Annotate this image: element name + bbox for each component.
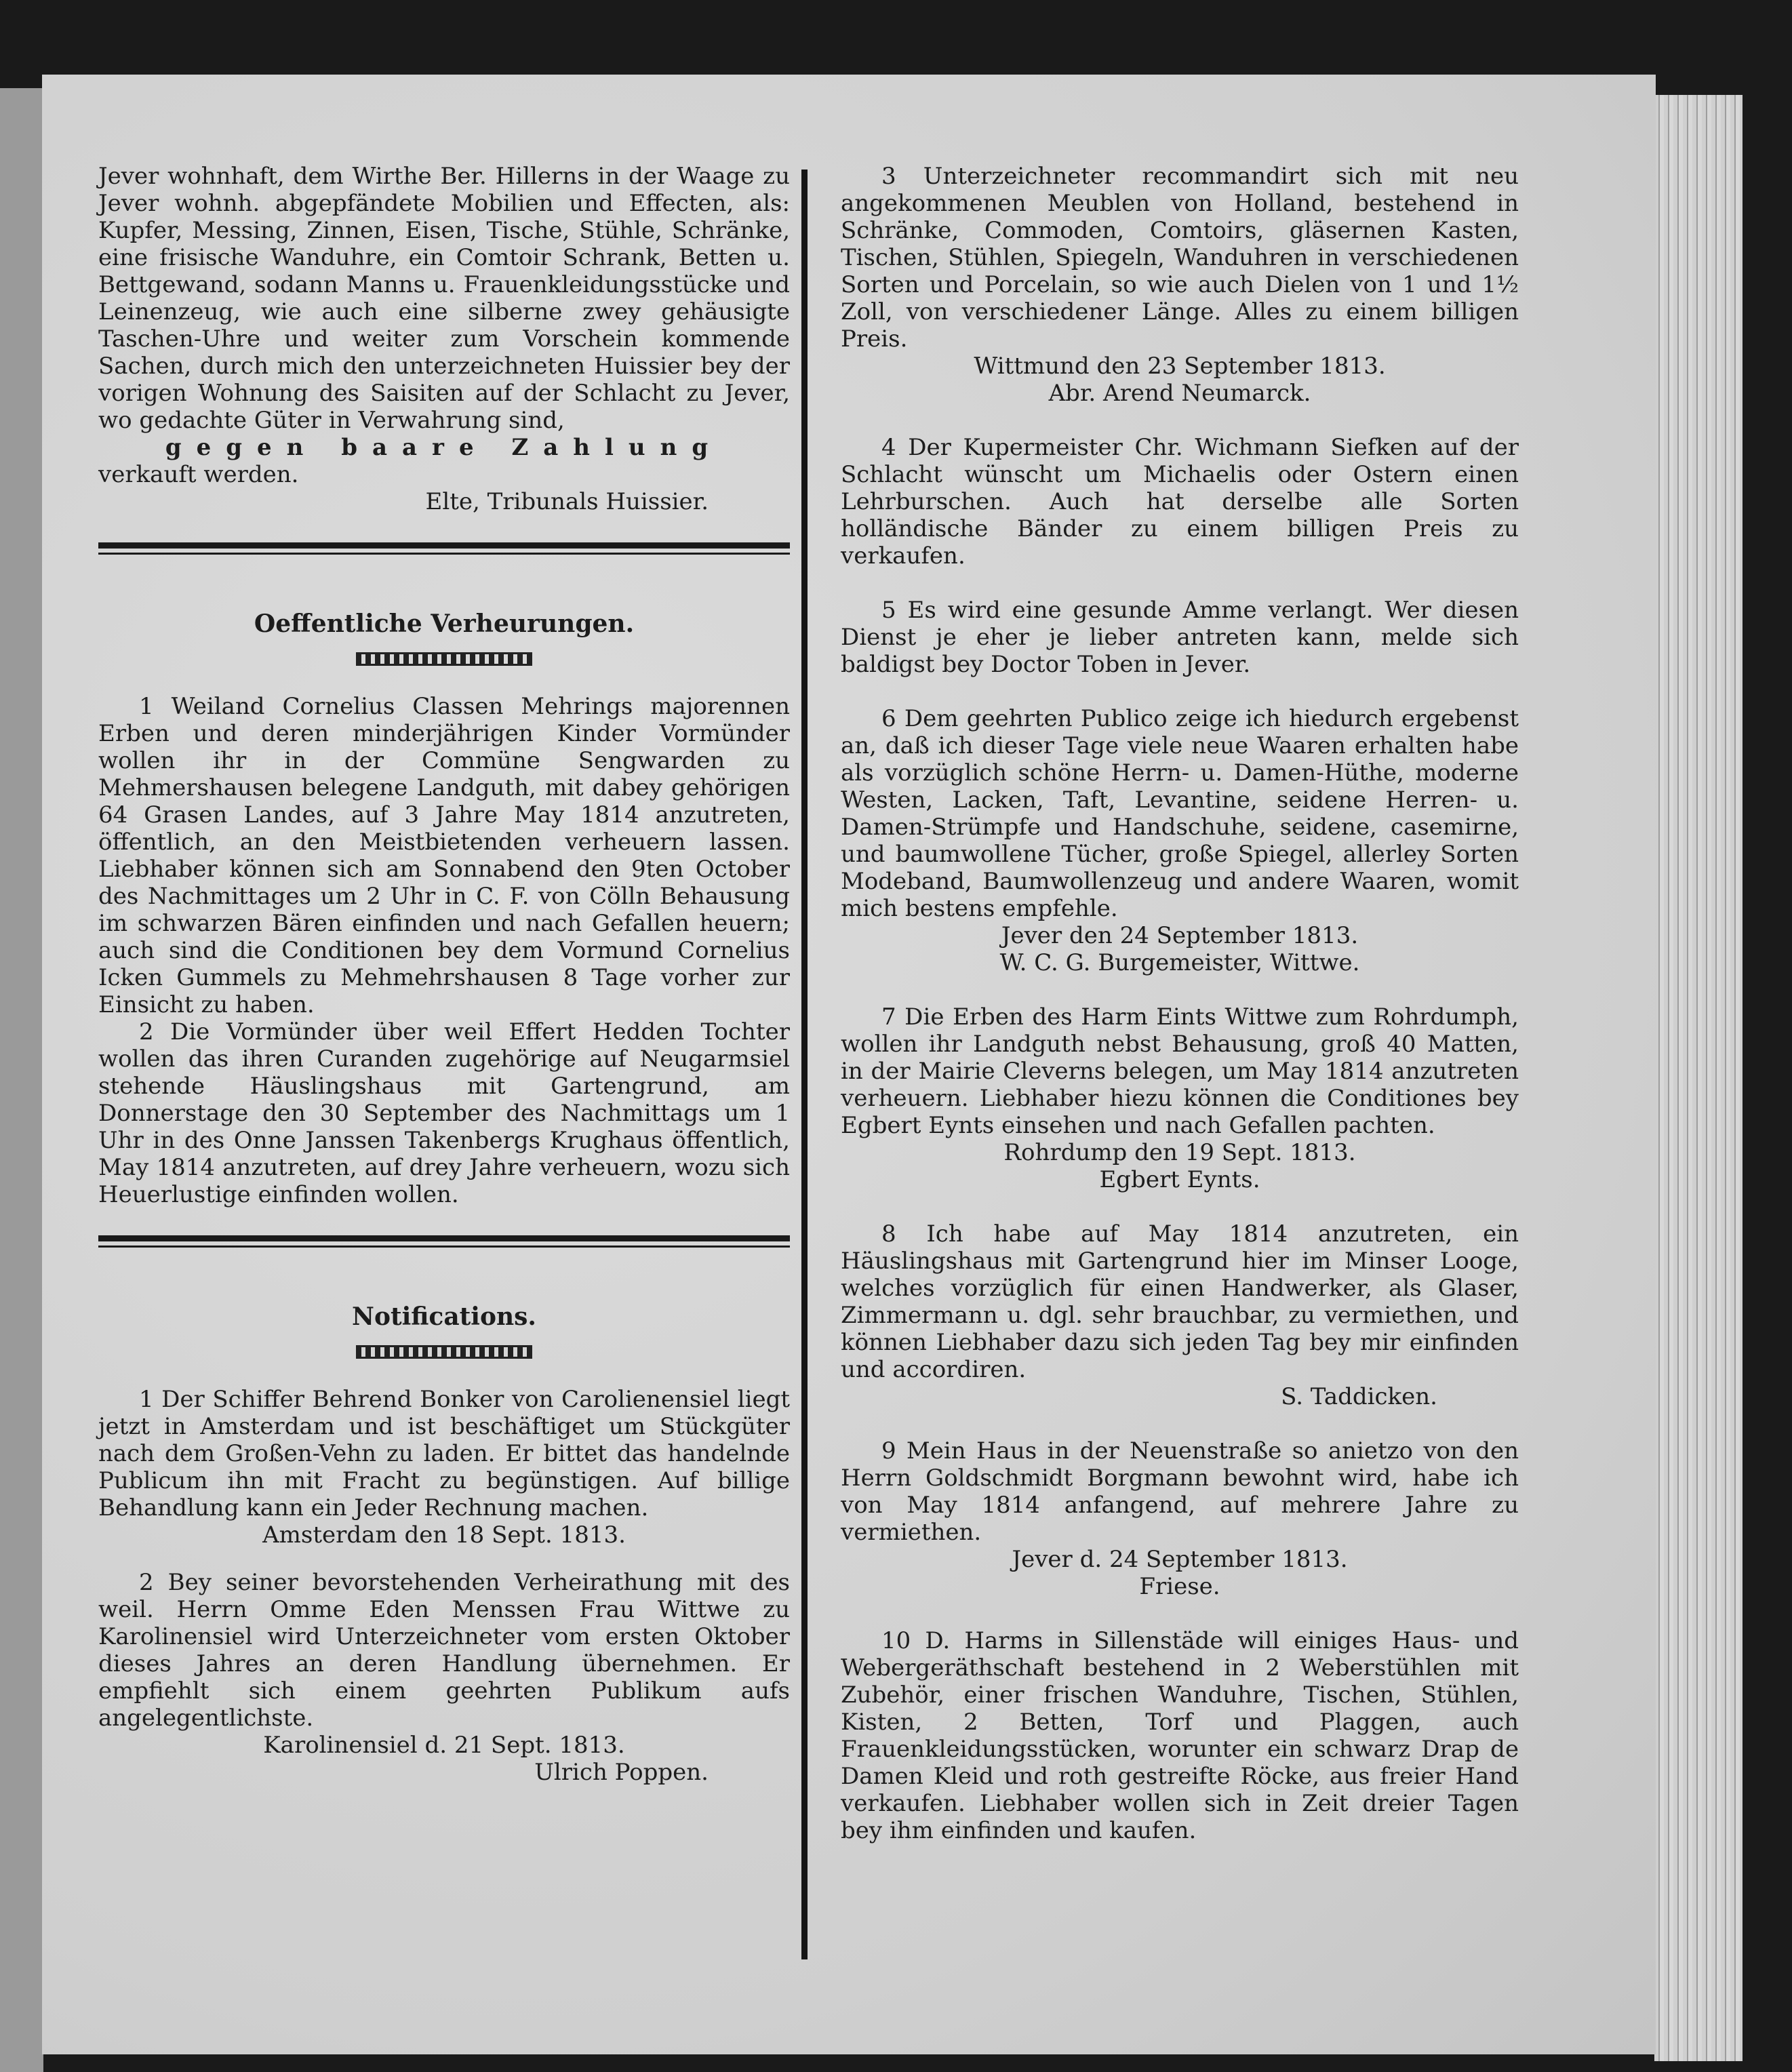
ad-text: 9 Mein Haus in der Neuenstraße so anietzo von den Herrn Goldschmidt Borgmann bewohnt wird, habe ich von May 1814 anfangend, auf mehrere Jahre zu vermiethen. [841,1437,1519,1546]
section-rule-thin [98,553,790,555]
right-column [841,163,1519,1871]
ad-place-date: Rohrdump den 19 Sept. 1813. [1003,1139,1356,1166]
intro-sold-line: verkauft werden. [98,461,299,488]
ad-signature: Egbert Eynts. [1099,1166,1260,1193]
column-divider [801,170,808,1959]
intro-signature: Elte, Tribunals Huissier. [425,488,709,515]
page-stack-edges [1654,95,1743,2061]
notification-1-place-date: Amsterdam den 18 Sept. 1813. [262,1521,626,1549]
ornament-divider [356,1345,532,1359]
ad-signature: Friese. [1139,1573,1220,1600]
notification-2-place-date: Karolinensiel d. 21 Sept. 1813. [263,1732,625,1759]
ad-place-date: Wittmund den 23 September 1813. [974,353,1386,380]
ad-4 [841,434,1519,570]
intro-text: Jever wohnhaft, dem Wirthe Ber. Hillerns in der Waage zu Jever wohnh. abgepfändete Mobilien und Effecten, als: Kupfer, Messing, Zinnen, Eisen, Tische, Stühle, Schränke, eine frisische Wanduhre, ein Comtoir Schrank, Betten u. Bettgewand, sodann Manns u. Frauenkleidungsstücke und Leinenzeug, wie auch eine silberne zwey gehäusigte Taschen-Uhre und weiter zum Vorschein kommende Sachen, durch mich den unterzeichneten Huissier bey der vorigen Wohnung des Saisiten auf der Schlacht zu Jever, wo gedachte Güter in Verwahrung sind, [98,163,790,434]
section-rule-thin [98,1246,790,1248]
ornament-divider [356,652,532,666]
section-rule [98,1235,790,1241]
ad-7 [841,1003,1519,1193]
ad-signature: W. C. G. Burgemeister, Wittwe. [999,949,1360,976]
notification-2: 2 Bey seiner bevorstehenden Verheirathung mit des weil. Herrn Omme Eden Menssen Frau Wittwe zu Karolinensiel wird Unterzeichneter vom ersten Oktober dieses Jahres an deren Handlung übernehmen. Er empfiehlt sich einem geehrten Publikum aufs angelegentlichste. [98,1569,790,1732]
section-title-rentals: Oeffentliche Verheurungen. [254,610,635,638]
ad-10 [841,1627,1519,1844]
ad-5 [841,597,1519,678]
ad-text: 6 Dem geehrten Publico zeige ich hiedurch ergebenst an, daß ich dieser Tage viele neue Waaren erhalten habe als vorzüglich schöne Herrn- u. Damen-Hüthe, moderne Westen, Lacken, Taft, Levantine, seidene Herren- u. Damen-Strümpfe und Handschuhe, seidene, casemirne, und baumwollene Tücher, große Spiegel, allerley Sorten Modeband, Baumwollenzeug und andere Waaren, womit mich bestens empfehle. [841,705,1519,922]
notification-1: 1 Der Schiffer Behrend Bonker von Carolienensiel liegt jetzt in Amsterdam und ist beschäftiget um Stückgüter nach dem Großen-Vehn zu laden. Er bittet das handelnde Publicum ihn mit Fracht zu begünstigen. Auf billige Behandlung kann ein Jeder Rechnung machen. [98,1386,790,1521]
page-left-edge [0,88,43,2072]
intro-payment-line: gegen baare Zahlung [165,434,723,461]
rental-ad-2: 2 Die Vormünder über weil Effert Hedden Tochter wollen das ihren Curanden zugehörige auf Neugarmsiel stehende Häuslingshaus mit Gartengrund, am Donnerstage den 30 September des Nachmittags um 1 Uhr in des Onne Janssen Takenbergs Krughaus öffentlich, May 1814 anzutreten, auf drey Jahre verheuern, wozu sich Heuerlustige einfinden wollen. [98,1018,790,1208]
ad-place-date: Jever d. 24 September 1813. [1012,1546,1348,1573]
section-title-notifications: Notifications. [352,1302,536,1331]
ad-signature: S. Taddicken. [1281,1383,1437,1410]
ad-text: 5 Es wird eine gesunde Amme verlangt. Wer diesen Dienst je eher je lieber antreten kann, melde sich baldigst bey Doctor Toben in Jever. [841,597,1519,678]
section-rule [98,542,790,549]
ad-text: 7 Die Erben des Harm Eints Wittwe zum Rohrdumph, wollen ihr Landguth nebst Behausung, groß 40 Matten, in der Mairie Cleverns belegen, um May 1814 anzutreten verheuern. Liebhaber hiezu können die Conditiones bey Egbert Eynts einsehen und nach Gefallen pachten. [841,1003,1519,1139]
ad-text: 8 Ich habe auf May 1814 anzutreten, ein Häuslingshaus mit Gartengrund hier im Minser Looge, welches vorzüglich für einen Handwerker, als Glaser, Zimmermann u. dgl. sehr brauchbar, zu vermiethen, und können Liebhaber dazu sich jeden Tag bey mir einfinden und accordiren. [841,1220,1519,1383]
ad-signature: Abr. Arend Neumarck. [1048,380,1311,407]
ad-8 [841,1220,1519,1410]
ad-3 [841,163,1519,407]
rental-ad-1: 1 Weiland Cornelius Classen Mehrings majorennen Erben und deren minderjährigen Kinder Vormünder wollen ihr in der Commüne Sengwarden zu Mehmershausen belegene Landguth, mit dabey gehörigen 64 Grasen Landes, auf 3 Jahre May 1814 anzutreten, öffentlich, an den Meistbietenden verheuern lassen. Liebhaber können sich am Sonnabend den 9ten October des Nachmittages um 2 Uhr in C. F. von Cölln Behausung im schwarzen Bären einfinden und nach Gefallen heuern; auch sind die Conditionen bey dem Vormund Cornelius Icken Gummels zu Mehmehrshausen 8 Tage vorher zur Einsicht zu haben. [98,693,790,1018]
ad-text: 10 D. Harms in Sillenstäde will einiges Haus- und Webergeräthschaft bestehend in 2 Weberstühlen mit Zubehör, einer frischen Wanduhre, Tischen, Stühlen, Kisten, 2 Betten, Torf und Plaggen, auch Frauenkleidungsstücken, worunter ein schwarz Drap de Damen Kleid und roth gestreifte Röcke, aus freier Hand verkaufen. Liebhaber wollen sich in Zeit dreier Tagen bey ihm einfinden und kaufen. [841,1627,1519,1844]
ad-place-date: Jever den 24 September 1813. [1001,922,1359,949]
notification-2-signature: Ulrich Poppen. [534,1759,709,1786]
ad-9 [841,1437,1519,1600]
ad-text: 3 Unterzeichneter recommandirt sich mit neu angekommenen Meublen von Holland, bestehend in Schränke, Commoden, Comtoirs, gläsernen Kasten, Tischen, Stühlen, Spiegeln, Wanduhren in verschiedenen Sorten und Porcelain, so wie auch Dielen von 1 und 1½ Zoll, von verschiedener Länge. Alles zu einem billigen Preis. [841,163,1519,353]
ad-6 [841,705,1519,976]
left-column [98,163,790,1786]
ad-text: 4 Der Kupermeister Chr. Wichmann Siefken auf der Schlacht wünscht um Michaelis oder Ostern einen Lehrburschen. Auch hat derselbe alle Sorten holländische Bänder zu einem billigen Preis zu verkaufen. [841,434,1519,570]
